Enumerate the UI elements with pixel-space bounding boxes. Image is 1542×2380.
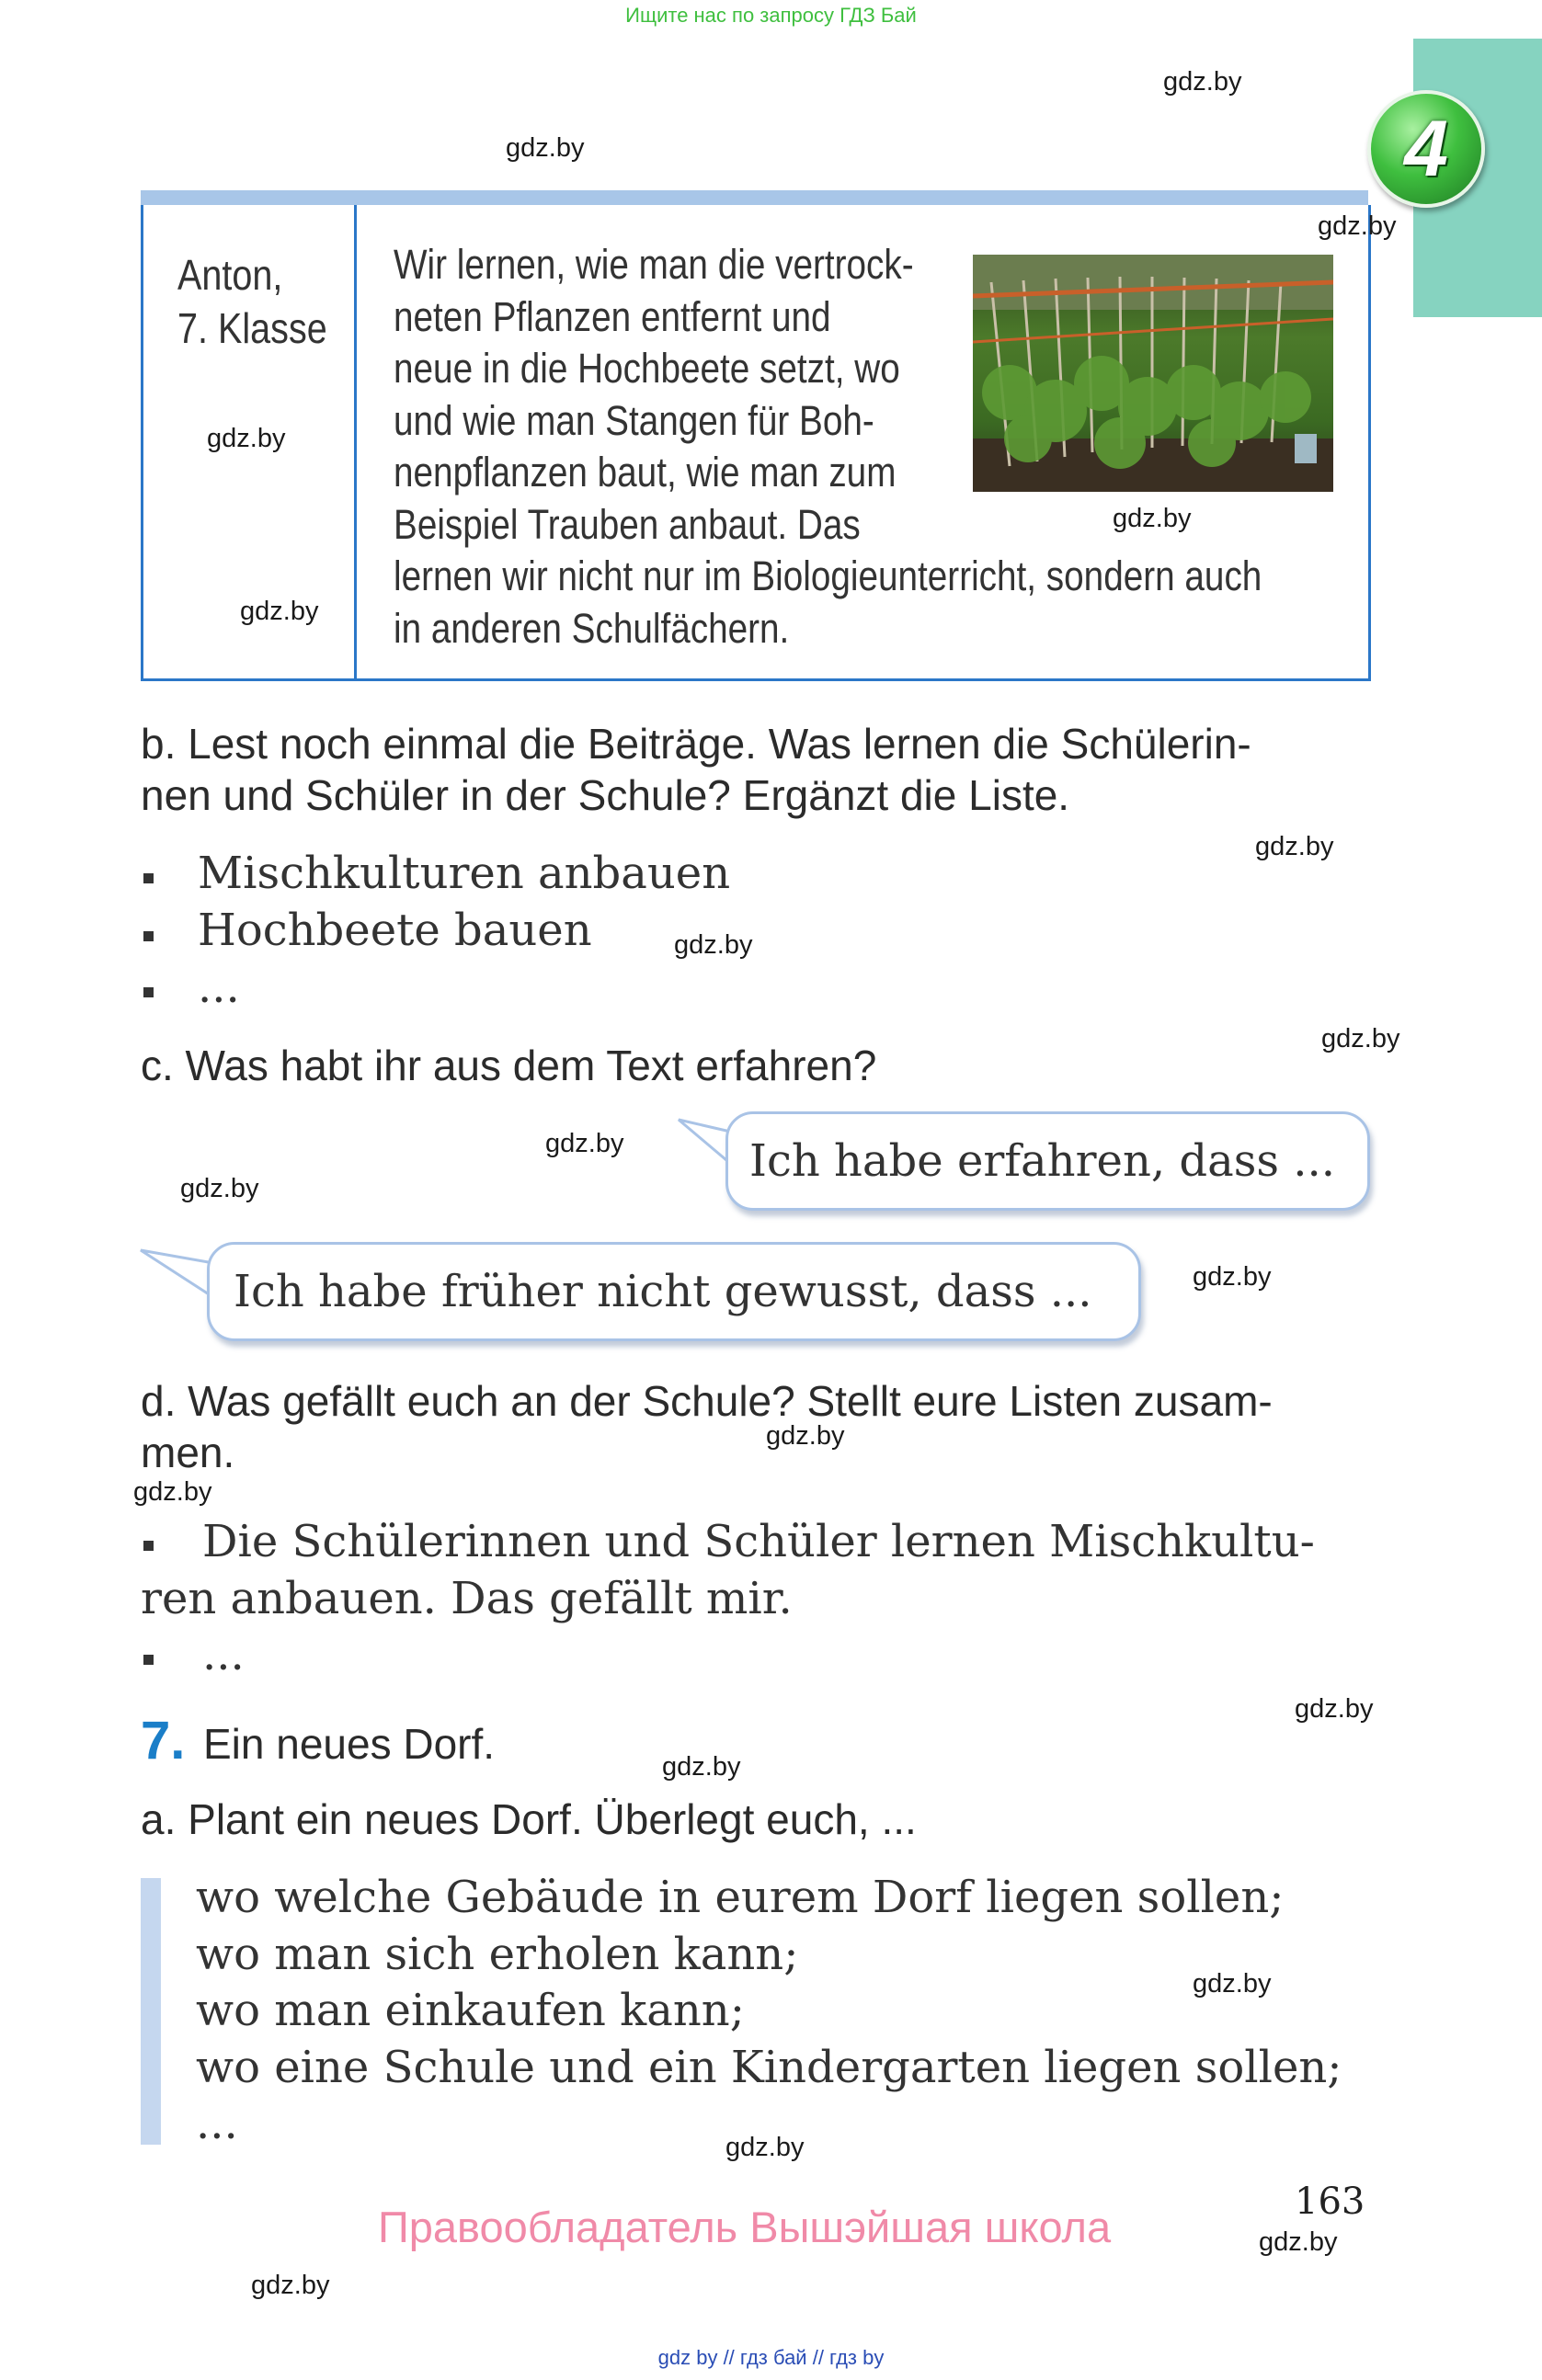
page-number: 163 (1295, 2181, 1365, 2223)
bullet-icon (143, 873, 154, 883)
bullet-icon (143, 987, 154, 997)
rights-holder: Правообладатель Вышэйшая школа (378, 2203, 1112, 2251)
plan-item: wo man sich erholen kann; (196, 1929, 799, 1980)
author-class: 7. Klasse (177, 304, 327, 352)
garden-photo (973, 255, 1333, 492)
list-item: Hochbeete bauen (198, 905, 592, 956)
watermark: gdz.by (1193, 1262, 1272, 1292)
watermark: gdz.by (545, 1129, 624, 1158)
plan-item: wo eine Schule und ein Kindergarten liegen sollen; (196, 2042, 1342, 2093)
task-b-line2: nen und Schüler in der Schule? Ergänzt die Liste. (141, 771, 1070, 819)
quote-bar (141, 1878, 161, 2145)
task-d-line2: men. (141, 1429, 235, 1476)
footer-links[interactable]: gdz by // гдз бай // гдз by (657, 2346, 885, 2369)
post-line: Wir lernen, wie man die vertrock- (394, 241, 914, 288)
speech-bubble-2-text: Ich habe früher nicht gewusst, dass ... (234, 1266, 1092, 1317)
watermark: gdz.by (1321, 1024, 1400, 1053)
watermark: gdz.by (180, 1174, 259, 1203)
post-divider (354, 205, 357, 681)
list-item: Die Schülerinnen und Schüler lernen Mischkultu- (202, 1516, 1315, 1567)
list-item: Mischkulturen anbauen (198, 848, 731, 899)
task-c: c. Was habt ihr aus dem Text erfahren? (141, 1042, 877, 1089)
watermark: gdz.by (725, 2133, 805, 2162)
watermark: gdz.by (1255, 832, 1334, 861)
list-item: ... (198, 962, 240, 1013)
watermark: gdz.by (1259, 2227, 1338, 2257)
watermark: gdz.by (662, 1752, 741, 1782)
task-b-line1: b. Lest noch einmal die Beiträge. Was lernen die Schülerin- (141, 720, 1251, 768)
watermark: gdz.by (506, 133, 585, 163)
bullet-icon (143, 1541, 154, 1551)
watermark: gdz.by (1163, 67, 1242, 97)
task-a: a. Plant ein neues Dorf. Überlegt euch, ... (141, 1795, 917, 1843)
plan-item: ... (196, 2098, 238, 2149)
watermark: gdz.by (766, 1421, 845, 1451)
watermark: gdz.by (240, 597, 319, 626)
watermark: gdz.by (1295, 1694, 1374, 1724)
bullet-icon (143, 1655, 154, 1665)
post-author (177, 248, 327, 355)
post-line: neue in die Hochbeete setzt, wo (394, 345, 900, 392)
plan-item: wo welche Gebäude in eurem Dorf liegen sollen; (196, 1872, 1285, 1923)
post-line: in anderen Schulfächern. (394, 605, 790, 652)
speech-bubble-1-text: Ich habe erfahren, dass ... (749, 1135, 1336, 1187)
watermark: gdz.by (133, 1477, 212, 1507)
watermark: gdz.by (1318, 211, 1397, 241)
watermark: gdz.by (674, 930, 753, 960)
exercise-title: Ein neues Dorf. (203, 1720, 496, 1768)
top-banner[interactable]: Ищите нас по запросу ГДЗ Бай (625, 4, 917, 27)
post-line: nenpflanzen baut, wie man zum (394, 449, 897, 495)
chapter-badge: 4 (1367, 90, 1485, 208)
post-header-bar (141, 190, 1368, 205)
post-line: lernen wir nicht nur im Biologieunterricht, sondern auch (394, 552, 1262, 599)
author-name: Anton, (177, 251, 283, 299)
post-line: Beispiel Trauben anbaut. Das (394, 501, 861, 548)
post-line: und wie man Stangen für Boh- (394, 397, 874, 444)
exercise-number: 7. (141, 1711, 186, 1771)
plan-item: wo man einkaufen kann; (196, 1985, 745, 2036)
task-d-line1: d. Was gefällt euch an der Schule? Stellt eure Listen zusam- (141, 1377, 1273, 1425)
watermark: gdz.by (1113, 504, 1192, 533)
watermark: gdz.by (207, 424, 286, 453)
watermark: gdz.by (251, 2271, 330, 2300)
post-line: neten Pflanzen entfernt und (394, 293, 831, 340)
list-item-continuation: ren anbauen. Das gefällt mir. (141, 1573, 793, 1624)
watermark: gdz.by (1193, 1969, 1272, 1999)
bullet-icon (143, 931, 154, 941)
list-item: ... (202, 1629, 245, 1680)
